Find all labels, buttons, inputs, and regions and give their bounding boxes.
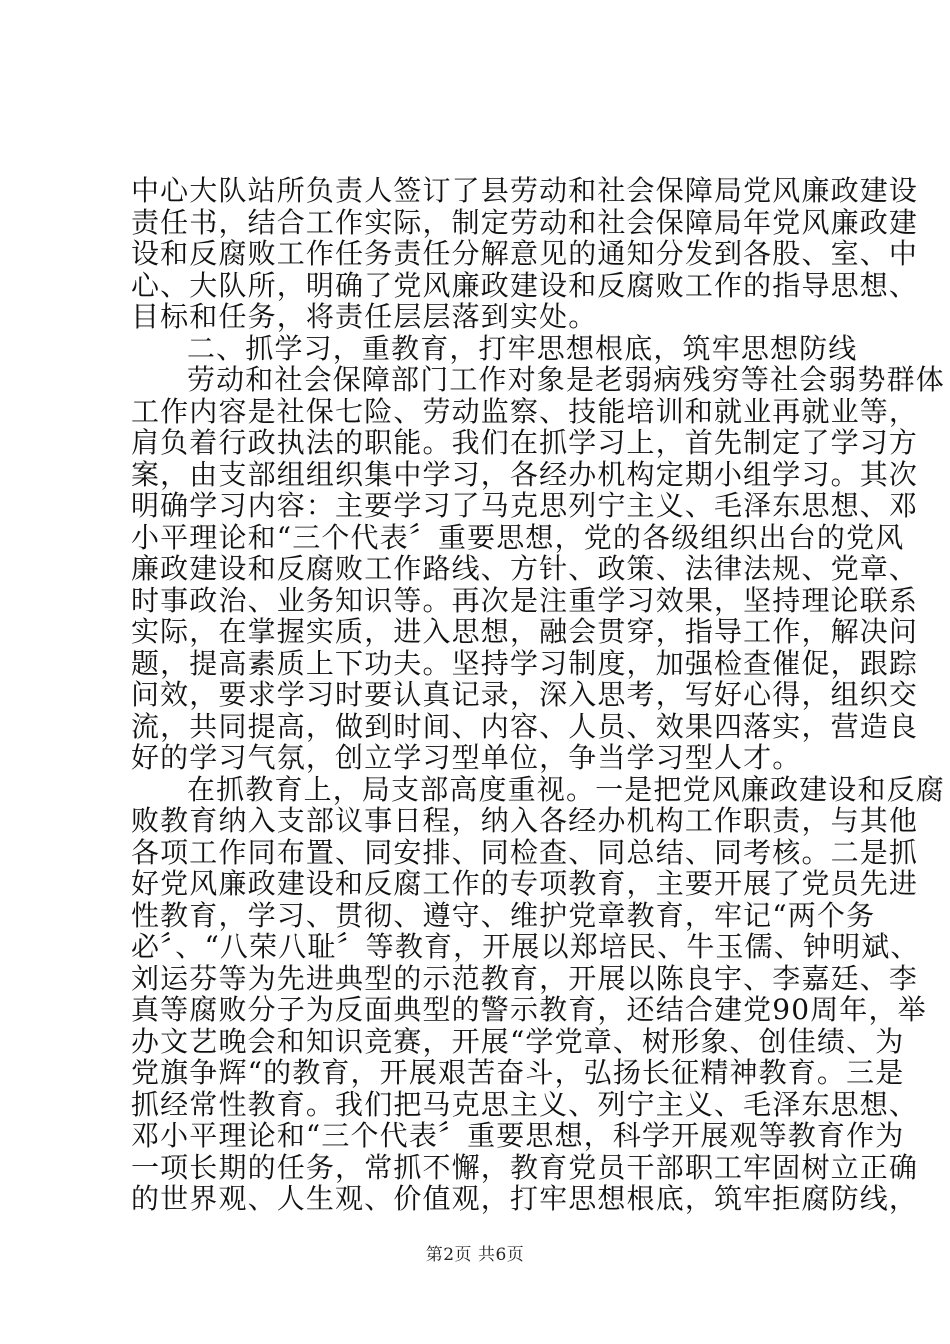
body-text-line: 真等腐败分子为反面典型的警示教育，还结合建党90周年，举: [131, 993, 927, 1026]
body-text-line: 中心大队站所负责人签订了县劳动和社会保障局党风廉政建设: [131, 174, 919, 207]
body-text-line: 设和反腐败工作任务责任分解意见的通知分发到各股、室、中: [131, 237, 919, 270]
body-text-line: 责任书，结合工作实际，制定劳动和社会保障局年党风廉政建: [131, 205, 919, 239]
body-text-line: 工作内容是社保七险、劳动监察、技能培训和就业再就业等，: [131, 394, 919, 428]
body-text-line: 败教育纳入支部议事日程，纳入各经办机构工作职责，与其他: [131, 804, 919, 837]
page-number-footer: 第2页 共6页: [425, 1245, 525, 1265]
body-text-line: 一项长期的任务，常抓不懈，教育党员干部职工牢固树立正确: [131, 1150, 919, 1184]
body-text-line: 邓小平理论和“三个代表〞重要思想，科学开展观等教育作为: [131, 1119, 905, 1152]
body-text-line: 流，共同提高，做到时间、内容、人员、效果四落实，营造良: [131, 709, 919, 743]
body-text-line: 问效，要求学习时要认真记录，深入思考，写好心得，组织交: [131, 678, 919, 711]
body-text-line: 办文艺晚会和知识竞赛，开展“学党章、树形象、创佳绩、为: [131, 1024, 905, 1058]
body-text-line: 在抓教育上，局支部高度重视。一是把党风廉政建设和反腐: [187, 772, 945, 806]
body-text-line: 各项工作同布置、同安排、同检查、同总结、同考核。二是抓: [131, 835, 919, 869]
section-heading: 二、抓学习，重教育，打牢思想根底，筑牢思想防线: [187, 331, 858, 365]
body-text-line: 刘运芬等为先进典型的示范教育，开展以陈良宇、李嘉廷、李: [131, 961, 919, 995]
body-text-line: 好的学习气氛，创立学习型单位，争当学习型人才。: [131, 741, 802, 774]
body-text-line: 心、大队所，明确了党风廉政建设和反腐败工作的指导思想、: [131, 268, 919, 302]
body-text-line: 实际，在掌握实质，进入思想，融会贯穿，指导工作，解决问: [131, 615, 919, 648]
body-text-line: 案，由支部组组织集中学习，各经办机构定期小组学习。其次: [131, 457, 919, 491]
body-text-line: 党旗争辉“的教育，开展艰苦奋斗，弘扬长征精神教育。三是: [131, 1056, 905, 1089]
body-text-line: 性教育，学习、贯彻、遵守、维护党章教育，牢记“两个务: [131, 898, 876, 932]
body-text-line: 好党风廉政建设和反腐工作的专项教育，主要开展了党员先进: [131, 867, 919, 900]
body-text-line: 题，提高素质上下功夫。坚持学习制度，加强检查催促，跟踪: [131, 646, 919, 680]
body-text-line: 必〞、“八荣八耻〞等教育，开展以郑培民、牛玉儒、钟明斌、: [131, 930, 920, 963]
body-text-line: 肩负着行政执法的职能。我们在抓学习上，首先制定了学习方: [131, 426, 919, 459]
body-text-line: 廉政建设和反腐败工作路线、方针、政策、法律法规、党章、: [131, 552, 919, 585]
body-text-line: 时事政治、业务知识等。再次是注重学习效果，坚持理论联系: [131, 583, 919, 617]
body-text-line: 小平理论和“三个代表〞重要思想，党的各级组织出台的党风: [131, 520, 905, 554]
body-text-line: 明确学习内容：主要学习了马克思列宁主义、毛泽东思想、邓: [131, 489, 919, 522]
body-text-line: 抓经常性教育。我们把马克思主义、列宁主义、毛泽东思想、: [131, 1087, 919, 1121]
body-text-line: 目标和任务，将责任层层落到实处。: [131, 300, 598, 333]
body-text-line: 劳动和社会保障部门工作对象是老弱病残穷等社会弱势群体: [187, 363, 945, 396]
body-text-line: 的世界观、人生观、价值观，打牢思想根底，筑牢拒腐防线，: [131, 1182, 919, 1215]
